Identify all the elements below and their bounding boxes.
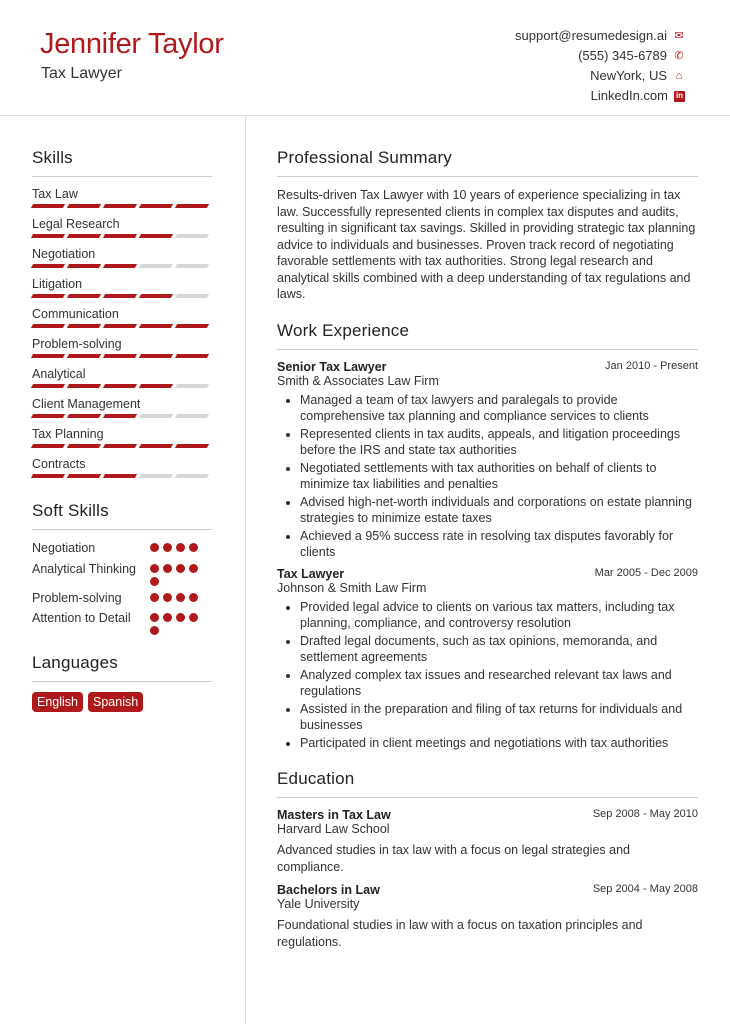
skill-segment <box>103 294 137 298</box>
education-heading: Education <box>277 769 698 798</box>
job-bullet: • Achieved a 95% success rate in resolving tax disputes favorably for clients <box>300 528 698 561</box>
skill-segment <box>175 204 209 208</box>
job-company: Smith & Associates Law Firm <box>277 373 439 388</box>
skill-item <box>32 217 212 247</box>
language-badge: English <box>32 692 83 712</box>
job-bullet: • Represented clients in tax audits, appeals, and litigation proceedings before the IRS and state tax authorities <box>300 426 698 459</box>
skill-segment <box>31 204 65 208</box>
skill-segment <box>31 474 65 478</box>
linkedin-icon: in <box>675 91 684 100</box>
skill-segment <box>103 324 137 328</box>
contact-item <box>515 46 685 66</box>
job-bullet: • Provided legal advice to clients on various tax matters, including tax planning, compliance, and controversy resolution <box>300 599 698 632</box>
skill-segment <box>175 234 209 238</box>
education-header <box>277 883 698 897</box>
languages-heading: Languages <box>32 653 212 682</box>
soft-skill-label: Analytical Thinking <box>32 561 136 576</box>
job-header <box>277 567 698 581</box>
skill-segment <box>67 204 101 208</box>
skill-item <box>32 307 212 337</box>
skill-segment <box>67 264 101 268</box>
contact-item <box>515 66 685 86</box>
education-dates: Sep 2008 - May 2010 <box>592 808 698 820</box>
soft-skill-item <box>32 561 212 586</box>
job-bullets <box>300 599 698 752</box>
skill-segment <box>175 474 209 478</box>
school: Harvard Law School <box>277 822 390 836</box>
degree: Masters in Tax Law <box>277 808 391 822</box>
skill-label: Legal Research <box>32 217 120 231</box>
skill-level-bar <box>32 384 212 388</box>
skill-segment <box>139 414 173 418</box>
skill-segment <box>67 414 101 418</box>
skill-segment <box>175 354 209 358</box>
job-header <box>277 360 698 374</box>
soft-skill-item <box>32 610 212 635</box>
skill-item <box>32 247 212 277</box>
rating-dot <box>163 613 172 622</box>
skill-segment <box>31 354 65 358</box>
skill-segment <box>175 414 209 418</box>
soft-skill-label: Negotiation <box>32 541 96 555</box>
rating-dot <box>163 564 172 573</box>
skill-label: Analytical <box>32 367 86 381</box>
envelope-icon: ✉ <box>674 30 684 42</box>
job-dates: Jan 2010 - Present <box>605 359 698 372</box>
skill-level-bar <box>32 294 212 298</box>
skill-segment <box>139 444 173 448</box>
skill-item <box>32 397 212 427</box>
contact-item <box>515 86 685 106</box>
job-bullet: • Participated in client meetings and negotiations with tax authorities <box>300 735 698 752</box>
rating-dot <box>150 543 159 552</box>
skill-segment <box>103 444 137 448</box>
education-section <box>277 769 698 950</box>
education-description: Advanced studies in tax law with a focus on legal strategies and compliance. <box>277 843 630 874</box>
skill-segment <box>139 474 173 478</box>
skill-item <box>32 277 212 307</box>
rating-dot <box>150 577 159 586</box>
right-column <box>277 148 698 968</box>
skill-level-bar <box>32 324 212 328</box>
contact-text[interactable]: support@resumedesign.ai <box>515 28 667 43</box>
home-icon: ⌂ <box>675 70 683 82</box>
skill-item <box>32 367 212 397</box>
skill-segment <box>103 264 137 268</box>
summary-section <box>277 148 698 303</box>
skill-segment <box>67 384 101 388</box>
job-entry <box>277 360 698 561</box>
skill-segment <box>31 384 65 388</box>
skill-segment <box>139 264 173 268</box>
skill-item <box>32 187 212 217</box>
rating-dot <box>150 593 159 602</box>
resume-header <box>0 0 730 116</box>
contact-info <box>515 26 685 106</box>
skill-segment <box>175 294 209 298</box>
skill-segment <box>31 324 65 328</box>
rating-dot <box>176 543 185 552</box>
skill-segment <box>103 474 137 478</box>
skill-label: Communication <box>32 307 119 321</box>
education-entry <box>277 808 698 875</box>
skill-segment <box>67 294 101 298</box>
skill-segment <box>103 354 137 358</box>
rating-dot <box>176 593 185 602</box>
job-bullet: • Negotiated settlements with tax authorities on behalf of clients to minimize tax liabilities and penalties <box>300 460 698 493</box>
language-badge: Spanish <box>88 692 143 712</box>
skill-segment <box>67 474 101 478</box>
education-description: Foundational studies in law with a focus on taxation principles and regulations. <box>277 918 643 949</box>
skill-segment <box>139 354 173 358</box>
rating-dot <box>189 613 198 622</box>
job-entry <box>277 567 698 752</box>
rating-dot <box>163 593 172 602</box>
skill-segment <box>31 294 65 298</box>
contact-text[interactable]: NewYork, US <box>590 68 667 83</box>
rating-dot <box>150 613 159 622</box>
job-company: Johnson & Smith Law Firm <box>277 580 427 595</box>
skill-segment <box>139 294 173 298</box>
skills-section <box>32 148 212 487</box>
skill-segment <box>67 354 101 358</box>
job-dates: Mar 2005 - Dec 2009 <box>594 566 698 579</box>
skill-label: Client Management <box>32 397 141 411</box>
phone-icon: ✆ <box>674 50 684 62</box>
job-bullet: • Assisted in the preparation and filing of tax returns for individuals and businesses <box>300 701 698 734</box>
skill-level-bar <box>32 204 212 208</box>
rating-dot <box>176 564 185 573</box>
contact-text[interactable]: LinkedIn.com <box>590 88 668 103</box>
skill-level-bar <box>32 264 212 268</box>
skill-segment <box>139 204 173 208</box>
rating-dot <box>176 613 185 622</box>
skill-segment <box>103 384 137 388</box>
skill-segment <box>175 264 209 268</box>
skills-heading: Skills <box>32 148 212 177</box>
soft-skill-label: Problem-solving <box>32 590 122 605</box>
skill-segment <box>139 324 173 328</box>
skill-segment <box>31 264 65 268</box>
soft-skill-rating <box>150 561 206 586</box>
skill-segment <box>139 384 173 388</box>
degree: Bachelors in Law <box>277 883 380 897</box>
skill-item <box>32 337 212 367</box>
contact-text[interactable]: (555) 345-6789 <box>578 48 667 63</box>
summary-heading: Professional Summary <box>277 148 698 177</box>
skill-segment <box>175 444 209 448</box>
skill-segment <box>67 444 101 448</box>
skill-label: Tax Law <box>32 187 78 201</box>
skill-segment <box>175 384 209 388</box>
skill-level-bar <box>32 354 212 358</box>
skill-segment <box>175 324 209 328</box>
left-column <box>32 148 212 730</box>
education-dates: Sep 2004 - May 2008 <box>592 883 698 895</box>
school: Yale University <box>277 897 360 911</box>
skill-item <box>32 427 212 457</box>
soft-skill-item <box>32 540 212 557</box>
education-entry <box>277 883 698 950</box>
languages-section <box>32 653 212 712</box>
contact-item <box>515 26 685 46</box>
job-bullet: • Advised high-net-worth individuals and corporations on estate planning strategies to minimize estate taxes <box>300 494 698 527</box>
skill-label: Litigation <box>32 277 83 291</box>
rating-dot <box>189 593 198 602</box>
skill-label: Tax Planning <box>32 427 104 441</box>
skill-segment <box>67 234 101 238</box>
job-bullet: • Analyzed complex tax issues and researched relevant tax laws and regulations <box>300 667 698 700</box>
job-title: Senior Tax Lawyer <box>277 359 387 374</box>
skill-level-bar <box>32 474 212 478</box>
soft-skills-heading: Soft Skills <box>32 501 212 530</box>
skill-label: Problem-solving <box>32 337 122 351</box>
job-bullet: • Managed a team of tax lawyers and paralegals to provide comprehensive tax planning and compliance services to clients <box>300 392 698 425</box>
experience-section <box>277 321 698 752</box>
job-bullet: • Drafted legal documents, such as tax opinions, memoranda, and settlement agreements <box>300 633 698 666</box>
soft-skill-rating <box>150 590 206 607</box>
skill-item <box>32 457 212 487</box>
soft-skill-item <box>32 590 212 607</box>
soft-skill-rating <box>150 540 206 557</box>
rating-dot <box>189 564 198 573</box>
skill-segment <box>139 234 173 238</box>
skill-segment <box>31 414 65 418</box>
rating-dot <box>163 543 172 552</box>
soft-skill-label: Attention to Detail <box>32 611 131 625</box>
skill-label: Negotiation <box>32 247 96 261</box>
skill-segment <box>31 234 65 238</box>
candidate-name: Jennifer Taylor <box>40 28 224 60</box>
summary-text: Results-driven Tax Lawyer with 10 years of experience specializing in tax law. Successfully represented clients in complex tax disputes and audits, resulting in significant tax savings. Skilled in providing strategic tax planning advice to individuals and businesses. Proven track record of negotiating favorable settlements with tax authorities. Strong legal research and analytical skills combined with a deep understanding of tax regulations and laws. <box>277 188 696 301</box>
job-bullets <box>300 392 698 561</box>
skill-segment <box>67 324 101 328</box>
skill-level-bar <box>32 234 212 238</box>
experience-heading: Work Experience <box>277 321 698 350</box>
candidate-title: Tax Lawyer <box>41 65 122 82</box>
skill-segment <box>31 444 65 448</box>
soft-skill-rating <box>150 610 206 635</box>
skill-label: Contracts <box>32 457 86 471</box>
skill-level-bar <box>32 444 212 448</box>
soft-skills-section <box>32 501 212 635</box>
skill-segment <box>103 234 137 238</box>
skill-segment <box>103 414 137 418</box>
job-title: Tax Lawyer <box>277 566 345 581</box>
skill-level-bar <box>32 414 212 418</box>
column-divider <box>245 116 246 1024</box>
rating-dot <box>189 543 198 552</box>
rating-dot <box>150 564 159 573</box>
education-header <box>277 808 698 822</box>
skill-segment <box>103 204 137 208</box>
rating-dot <box>150 626 159 635</box>
